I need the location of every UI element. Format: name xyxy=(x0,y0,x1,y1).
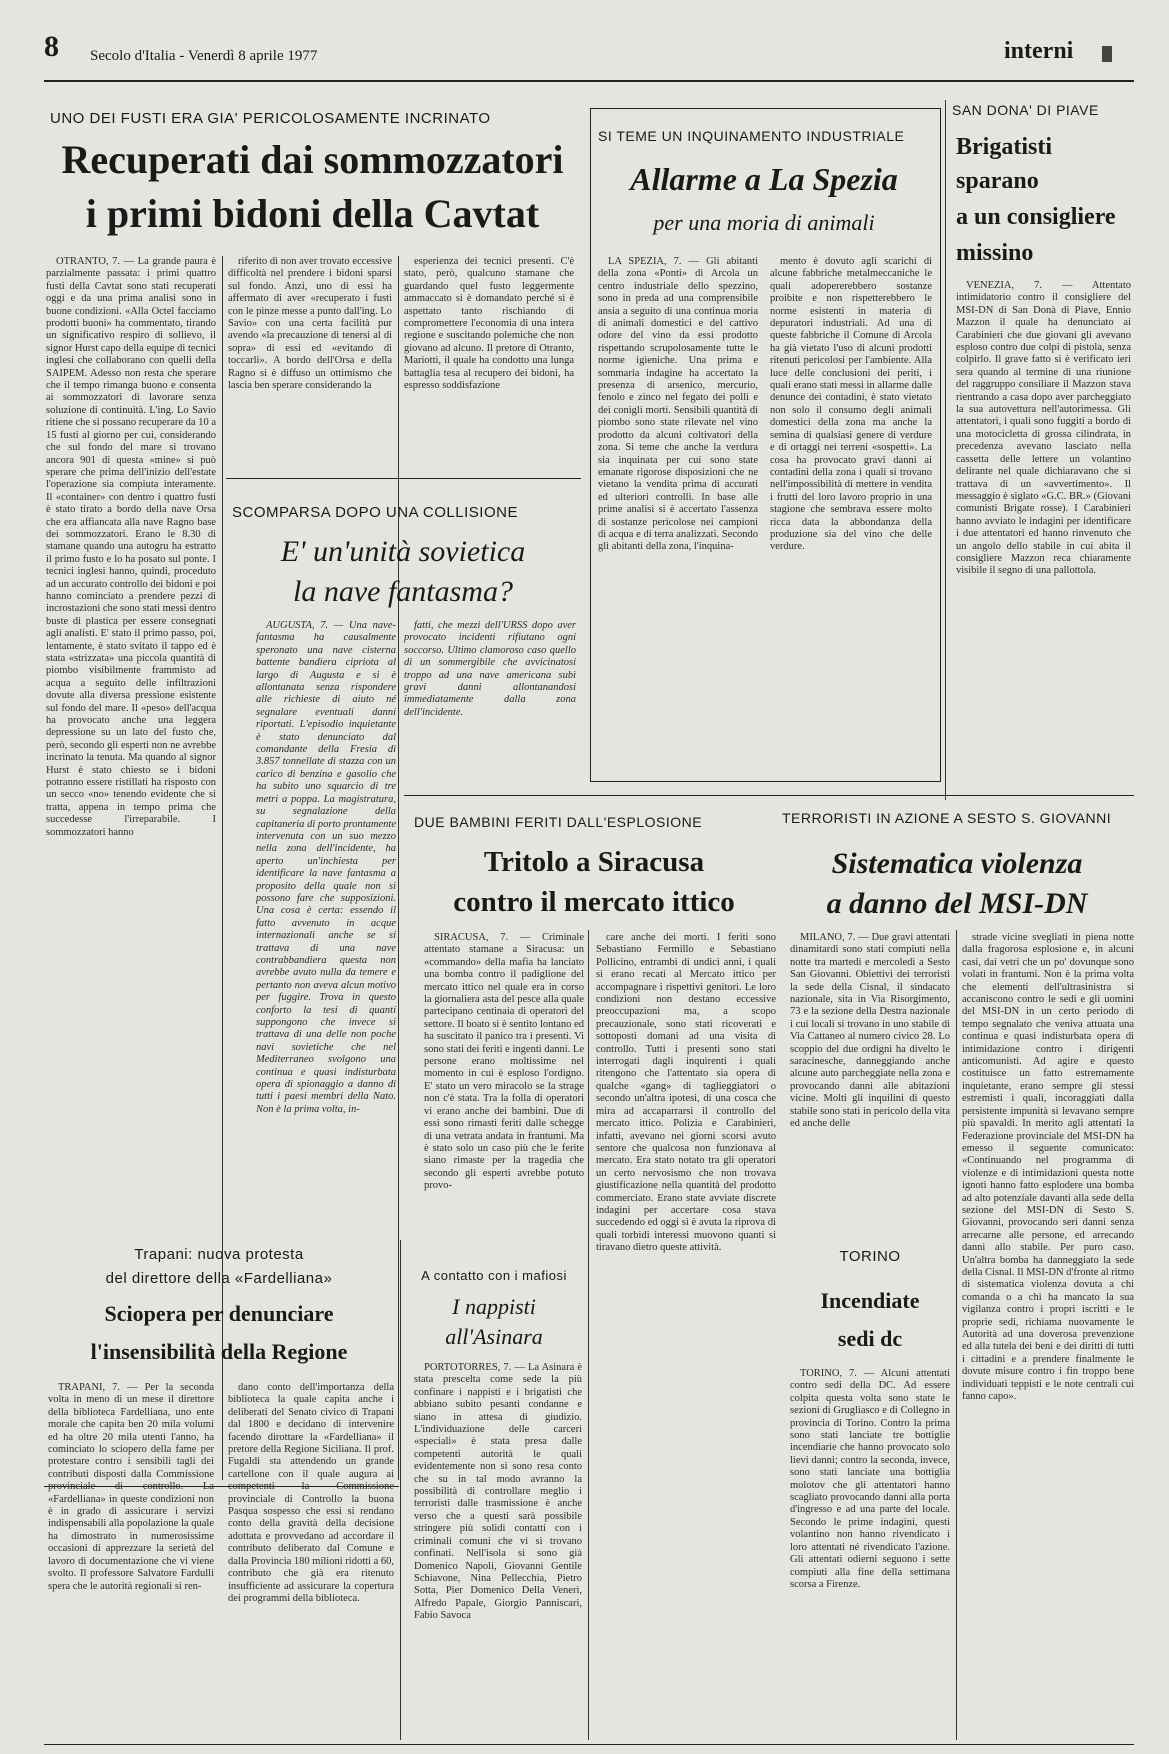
trapani-col2-text: dano conto dell'importanza della biblioteca la quale capita anche i deliberati del Senato civico di Trapani dal 1800 e decidano di intervenire facendo dirottare la «Fardelliana» il pretore della Regione Siciliana. Il prof. Fugaldi sta attendendo un grande cartellone con il quale augura ai competenti la Commissione provinciale di Controllo la buona Pasqua sospesso che essi si rendano conto della gravità della decisione adottata e provvedano ad accordare il contributo deliberato dal Comune e dalla Provincia 180 milioni ridotti a 60, contributo che già era ritenuto insufficiente ad assicurare la copertura dei programmi della biblioteca. xyxy=(228,1382,394,1604)
spezia-kicker: SI TEME UN INQUINAMENTO INDUSTRIALE xyxy=(598,128,905,144)
rule-col-1 xyxy=(222,256,223,1480)
cavtat-col3-text: esperienza dei tecnici presenti. C'è stato, però, qualcuno stamane che guardando quel fusto leggermente ammaccato si è domandato perché si è aspettato tanto rischiando di compromettere l'economia di una intera regione e suscitando polemiche che non giovano ad alcuno. Il pretore di Otranto, Mariotti, il quale ha condotto una lunga battaglia tesa al recupero dei bidoni, ha espresso soddisfazione xyxy=(404,256,574,392)
rule-torino xyxy=(956,930,957,1740)
cavtat-column-1 xyxy=(46,256,216,1474)
sesto-column-1 xyxy=(790,932,950,1208)
sesto-headline-2: a danno del MSI-DN xyxy=(826,887,1088,920)
rule-col-2 xyxy=(398,256,399,1480)
trapani-kicker-1: Trapani: nuova protesta xyxy=(134,1246,304,1263)
brigatisti-headline-3: a un consigliere xyxy=(956,204,1116,230)
siracusa-column-2 xyxy=(596,932,776,1738)
trapani-kicker-2: del direttore della «Fardelliana» xyxy=(105,1270,333,1287)
spezia-col1-text: LA SPEZIA, 7. — Gli abitanti della zona «Ponti» di Arcola un centro industriale dello spezzino, sono in preda ad una comprensibile ansia a seguito di una continua moria di animali domestici e del cattivo odore del vino da essi prodotto rispettando scrupolosamente tutte le norme igieniche. Una prima e sommaria indagine ha accertato la presenza di arsenico, mercurio, fenolo e zinco nel fegato dei polli e dei conigli morti. Sensibili quantità di piombo sono state rilevate nel vino prodotto da alcuni coltivatori della zona. Si teme che anche la verdura sia inquinata per cui sono state emanate rigorose disposizioni che ne vietano la vendita prima di accurati ed ulteriori controlli. In base alle prime analisi si è accertato l'assenza di sostanze pericolose nei campioni di acqua e di terra analizzati. Secondo gli abitanti della zona, l'inquina- xyxy=(598,256,758,553)
nappisti-headline-1: I nappisti xyxy=(452,1294,536,1319)
brigatisti-column xyxy=(956,280,1131,780)
brigatisti-headline-2: sparano xyxy=(956,168,1039,194)
sesto-column-2 xyxy=(962,932,1134,1738)
nave-kicker: SCOMPARSA DOPO UNA COLLISIONE xyxy=(232,504,518,521)
cavtat-column-2 xyxy=(228,256,392,464)
spezia-column-1 xyxy=(598,256,758,762)
nappisti-headline-2: all'Asinara xyxy=(445,1324,543,1349)
siracusa-headline-1: Tritolo a Siracusa xyxy=(483,846,705,878)
siracusa-col1-text: SIRACUSA, 7. — Criminale attentato stamane a Siracusa: un «commando» della mafia ha lanciato una bomba contro il padiglione del mercato ittico nel quale era in corso la giornaliera asta del pesce alla quale partecipano centinaia di operatori del settore. Il boato si è sentito lontano ed ha suscitato il panico tra i presenti. Vi sono stati dei feriti e ingenti danni. Le persone erano moltissime nel momento in cui è esploso l'ordigno. E' stato un vero miracolo se la strage non c'è stata. Tra la folla di operatori vi erano anche dei bambini. Due di essi sono rimasti feriti dalle schegge di una vetrata andata in frantumi. Ma è stato solo un caso più che le ferite siano rimaste per la tragedia che secondo gli esperti avrebbe potuto provo- xyxy=(424,932,584,1192)
trapani-column-1 xyxy=(48,1382,214,1738)
siracusa-kicker: DUE BAMBINI FERITI DALL'ESPLOSIONE xyxy=(414,814,703,830)
trapani-headline-1: Sciopera per denunciare xyxy=(104,1301,334,1326)
trapani-column-2 xyxy=(228,1382,394,1738)
sesto-kicker: TERRORISTI IN AZIONE A SESTO S. GIOVANNI xyxy=(782,810,1112,826)
sesto-col2-text: strade vicine svegliati in piena notte dalla fragorosa esplosione e, in alcuni casi, dai vetri che un po' dovunque sono volati in frantumi. Non è la prima volta che elementi dell'ultrasinistra si accaniscono contro le sedi e gli uomini del MSI-DN in un certo periodo di tempo segnalato che veniva attuata una continua e quasi indisturbata opera di intimidazione contro i dirigenti anticomunisti. Ad agire e questo costituisce un fatto estremamente inquietante, erano sempre gli stessi estremisti i quali, incoraggiati dalla persistente impunità si levavano sempre più spavaldi. In merito agli attentati la Federazione provinciale del MSI-DN ha emesso il seguente comunicato: «Continuando nel programma di violenze e di intimidazioni questa notte ignoti hanno fatto esplodere una bomba ad alto potenziale davanti alla sede della sezione del MSI-DN di Sesto S. Giovanni, provocando seri danni senza arrecarne alle persone, ed arrecando danni allo stabile. Per puro caso. Un'altra bomba ha danneggiato la sede della Cisnal. Il MSI-DN d'fronte al ritmo di sistematica violenza dovuta a chi comanda o a chi ha mancato la sua vigilanza contro i propri iscritti e le proprie sedi, richiama nuovamente le Autorità ad una doverosa prevenzione ed alla tutela dei beni e dei diritti di tutti i cittadini e a prendere finalmente le dovute misure contro i fin troppo bene individuati teppisti e le note centrali cui fanno capo». xyxy=(962,932,1134,1403)
spezia-headline: Allarme a La Spezia xyxy=(630,161,898,197)
sesto-headline-1: Sistematica violenza xyxy=(831,847,1083,880)
cavtat-headline-2: i primi bidoni della Cavtat xyxy=(85,191,540,236)
torino-text: TORINO, 7. — Alcuni attentati contro sedi della DC. Ad essere colpita questa volta sono state le sezioni di Grugliasco e di Collegno in provincia di Torino. Contro la prima sono stati lanciate tre bottiglie incendiarie che hanno provocato solo lievi danni; contro la seconda, invece, sono stati lanciate una bottiglia molotov che gli attentatori hanno scagliato provocando danni alla porta d'ingresso e ad una parte del locale. Secondo le prime indagini, questi volantino non hanno rivendicato i loro attentati né rivendicato l'azione. Gli attentati odierni seguono i sette compiuti alla fine della settimana scorsa a Firenze. xyxy=(790,1368,950,1590)
trapani-headline-2: l'insensibilità della Regione xyxy=(90,1339,348,1364)
nave-column-2 xyxy=(404,620,576,780)
cavtat-col1-text: OTRANTO, 7. — La grande paura è parzialmente passata: i primi quattro fusti della Cavtat sono stati recuperati oggi e da una prima analisi sono in buone condizioni. «Alla Octel facciamo prodotti buoni» ha commentato, tirando un significativo respiro di sollievo, il signor Hurst capo della equipe di tecnici inglesi che collaborano con quelli della SAIPEM. Adesso non resta che sperare che il tempo rimanga buono e consenta ai sommozzatori di lavorare senza soluzione di continuità. L'ing. Lo Savio ritiene che si possano recuperare da 10 a 15 fusti al giorno per cui, considerando che sul fondo del mare si trovano ancora 901 di questa «mine» si può sperare che prima dell'inizio dell'estate l'operazione sia compiuta interamente. Il «container» con dentro i quattro fusti è stato tirato a bordo della nave Orsa che era affiancata alla nave Ragno base dei sommozzatori. Erano le 8.30 di stamane quando una autogru ha estratto il primo fusto e lo ha posato sul ponte. I tecnici inglesi hanno, quindi, proceduto ad un accurato controllo dei bidoni e poi hanno cominciato a prendere pezzi di incrostazioni che sono stati messi dentro buste di plastica per essere consegnati agli analisti. E' stato il primo passo, poi, lentamente, è stato svitato il tappo ed è stata «strizzata» una piccola quantità di piombo visibilmente frammisto ad acqua a seguito delle infiltrazioni dovute alla diversa pressione esistente sul fondo del mare. Il «peso» dell'acqua ha provocato anche una leggera depressione su un lato del fusto che, però, secondo gli esperti non ne avrebbe incrinato la tenuta. Ma quando al signor Hurst è stato chiesto se i bidoni potranno essere ristillati ha risposto con un secco «no» tenendo evidente che si tratta, appena in tempo prima che succedesse l'irreparabile. I sommozzatori hanno xyxy=(46,256,216,838)
brigatisti-text: VENEZIA, 7. — Attentato intimidatorio contro il consigliere del MSI-DN di San Donà di Piave, Ennio Mazzon il quale ha denunciato ai Carabinieri che due giovani gli avevano esploso contro due colpi di pistola, senza colpirlo. Il grave fatto si è verificato ieri sera quando al termine di una riunione del raggruppo consiliare il Mazzon stava rientrando a casa dopo aver parcheggiato la sua autovettura nell'autorimessa. Gli attentatori, i quali sono fuggiti a bordo di una motocicletta di grossa cilindrata, in precedenza avevano lasciato nella cassetta delle lettere un volantino delirante nel quale dichiaravano che si trattava di un «avvertimento». Il messaggio è siglato «G.C. BR.» (Giovani comunisti Brigate rosse). I Carabinieri hanno avviato le indagini per identificare i due attentatori ed hanno rinvenuto che un angolo dello stabile in cui abita il consigliere Mazzon reca chiaramente visibile il segno di una pallottola. xyxy=(956,280,1131,577)
cavtat-col2-text: riferito di non aver trovato eccessive difficoltà nel prendere i bidoni sparsi sul fondo. Anzi, uno di essi ha affermato di aver «recuperato i fusti con le pinze messe a punto dall'ing. Lo Savio» con una certa facilità pur avendo «la precauzione di tenersi al di sopra» di essi ed «evitando di toccarli». A bordo dell'Orsa e della Ragno si è diffuso un ottimismo che lascia ben sperare considerando la xyxy=(228,256,392,392)
rule-left-bottom xyxy=(400,1240,401,1740)
siracusa-col2-text: care anche dei morti. I feriti sono Sebastiano Fermillo e Sebastiano Pollicino, entrambi di undici anni, i quali si erano recati al Mercato ittico per accompagnare i rispettivi genitori. Le loro condizioni non destano eccessive preoccupazioni ma, a scopo precauzionale, sono stati ricoverati e sottoposti domani ad una visita di controllo. Tutti i presenti sono stati interrogati dagli inquirenti i quali ritengono che l'attentato sia opera di qualche «gang» di taglieggiatori o secondo un'altra ipotesi, di una cosca che mira ad accaparrarsi il controllo del mercato ittico. Polizia e Carabinieri, infatti, avevano nei giorni scorsi avuto sentore che qualcosa non funzionava al mercato. Era stato notato tra gli operatori un certo nervosismo che non trovava giustificazione nella quantità del prodotto commerciato. Erano state avviate discrete indagini per accertare cosa stava succedendo ed oggi si è avuta la riprova di quali torbidi interessi muovono quanti si tiravano dietro queste attività. xyxy=(596,932,776,1254)
page-number: 8 xyxy=(44,30,59,63)
sesto-col1-text: MILANO, 7. — Due gravi attentati dinamitardi sono stati compiuti nella notte tra martedì e mercoledì a Sesto San Giovanni. Obiettivi dei terroristi la sede della Cisnal, il sindacato nazionale, sita in Via Risorgimento, 73 e la sezione della Destra nazionale i cui locali si trovano in uno stabile di Via Cattaneo al numero civico 28. Lo scoppio del due ordigni ha divelto le saracinesche, danneggiando anche alcune auto parcheggiate nella zona e provocando danni alle abitazioni vicine. Molti gli inquilini di questo stabile sono stati in pericolo della vita ed anche delle xyxy=(790,932,950,1130)
nappisti-col1-text: PORTOTORRES, 7. — La Asinara è stata prescelta come sede la più confinare i nappisti e i brigatisti che abbiano subito pesanti condanne e siano in attesa di giudizio. L'individuazione delle carceri «speciali» è stata presa dalle competenti autorità le quali evidentemente non si sono resa conto che su in tal modo avranno la possibilità di controllare meglio i terroristi dalle trasmissione è anche verso che a questi sarà possibile stringere più solidi contatti con i criminali comuni che vi si trovano confinati. Nell'isola si sono già Domenico Napoli, Giovanni Gentile Schiavone, Nina Pellecchia, Pietro Sotta, Pier Domenico Della Veneri, Alfredo Papale, Giorgio Panniscari, Fabio Savoca xyxy=(414,1362,582,1622)
siracusa-rule xyxy=(404,795,1134,796)
spezia-subheadline: per una moria di animali xyxy=(653,210,875,235)
siracusa-column-1 xyxy=(424,932,584,1236)
spezia-col2-text: mento è dovuto agli scarichi di alcune fabbriche metalmeccaniche le quali adopererebbero sostanze proibite e non rispetterebbero le norme esistenti in materia di depuratori industriali. Ad una di queste fabbriche il Comune di Arcola ha già vietato l'uso di alcuni prodotti ritenuti pericolosi per l'ambiente. Alla luce delle conclusioni dei periti, i quali erano stati messi in allarme dalle denunce dei contadini, è stato vietato non solo il consumo degli animali domestici della zona ma anche la semina di qualsiasi genere di verdure e di ortaggi nei terreni «sospetti». La cosa ha provocato gravi danni ai contadini della zona i quali si trovano nell'impossibilità di mettere in vendita i frutti del loro lavoro proprio in una stagione che sembrava essere molto ricca data la abbondanza della produzione sia del vino che delle verdure. xyxy=(770,256,932,553)
section-label: interni xyxy=(1004,38,1074,64)
siracusa-headline-2: contro il mercato ittico xyxy=(453,886,735,918)
brigatisti-kicker: SAN DONA' DI PIAVE xyxy=(952,102,1099,118)
cavtat-headline-1: Recuperati dai sommozzatori xyxy=(61,137,564,182)
nave-col1-text: AUGUSTA, 7. — Una nave-fantasma ha causalmente speronato una nave cisterna battente bandiera cipriota al largo di Augusta e si è allontanata senza rispondere alle richieste di aiuto né segnalare eventuali danni riportati. L'episodio inquietante è stato denunciato dal comandante della Fresia di 3.857 tonnellate di stazza con un carico di benzina e gasolio che ha subito uno squarcio di tre metri a poppa. La magistratura, su segnalazione della capitaneria di porto prontamente intervenuta con un suo mezzo nella zona dell'incidente, ha aperto un'inchiesta per identificare la nave fantasma a proposito della quale non si possono fare che supposizioni. Una cosa è certa: essendo il fatto avvenuto in acque internazionali anche se si trattava di una nave contrabbandiera questa non avrebbe avuto nulla da temere e pertanto non aveva alcun motivo per fuggire. Trova in questo conforto la tesi di quanti suppongono che invece si trattava di una delle non poche navi sovietiche che nel Mediterraneo svolgono una continua e quasi indisturbata opera di spionaggio a danno di tutti i paesi membri della Nato. Non è la prima volta, in- xyxy=(256,620,396,1115)
trapani-col1-text: TRAPANI, 7. — Per la seconda volta in meno di un mese il direttore della biblioteca Fardelliana, uno ente morale che capita ben 20 mila volumi ed ha oltre 20 mila utenti l'anno, ha cominciato lo sciopero della fame per protestare contro i sensibili tagli dei contributi disposti dalla Commissione provinciale di controllo. La «Fardelliana» in queste condizioni non è in grado di assicurare i servizi indispensabili alla popolazione la quale ha dimostrato in numerosissime occasioni di apprezzare la serietà del lavoro di documentazione che vi viene svolto. Il professore Salvatore Fardulli spera che le autorità regionali si ren- xyxy=(48,1382,214,1592)
torino-kicker: TORINO xyxy=(839,1248,901,1265)
nave-rule xyxy=(226,478,581,479)
header-rule xyxy=(44,80,1134,82)
nappisti-column-1 xyxy=(414,1362,582,1738)
section-marker xyxy=(1102,46,1112,62)
nave-col2-text: fatti, che mezzi dell'URSS dopo aver provocato incidenti rifiutano ogni soccorso. Ultimo clamoroso caso quello di un sommergibile che avvicinatosi troppo ad una nave americana subì gravi danni allontanandosi immediatamente dalla zona dell'incidente. xyxy=(404,620,576,718)
nave-headline-1: E' un'unità sovietica xyxy=(280,535,526,568)
brigatisti-headline-4: missino xyxy=(956,240,1034,266)
rule-col-3 xyxy=(945,100,946,800)
torino-headline-1: Incendiate xyxy=(820,1288,920,1313)
torino-column xyxy=(790,1368,950,1738)
brigatisti-headline-1: Brigatisti xyxy=(956,134,1052,160)
spezia-column-2 xyxy=(770,256,932,762)
masthead-dateline: Secolo d'Italia - Venerdì 8 aprile 1977 xyxy=(90,48,318,64)
cavtat-kicker: UNO DEI FUSTI ERA GIA' PERICOLOSAMENTE INCRINATO xyxy=(50,110,491,127)
nave-headline-2: la nave fantasma? xyxy=(293,575,513,608)
cavtat-column-3 xyxy=(404,256,574,464)
page-bottom-rule xyxy=(44,1744,1134,1745)
nappisti-kicker: A contatto con i mafiosi xyxy=(421,1268,567,1283)
torino-headline-2: sedi dc xyxy=(837,1326,903,1351)
rule-mid-bottom xyxy=(588,930,589,1740)
